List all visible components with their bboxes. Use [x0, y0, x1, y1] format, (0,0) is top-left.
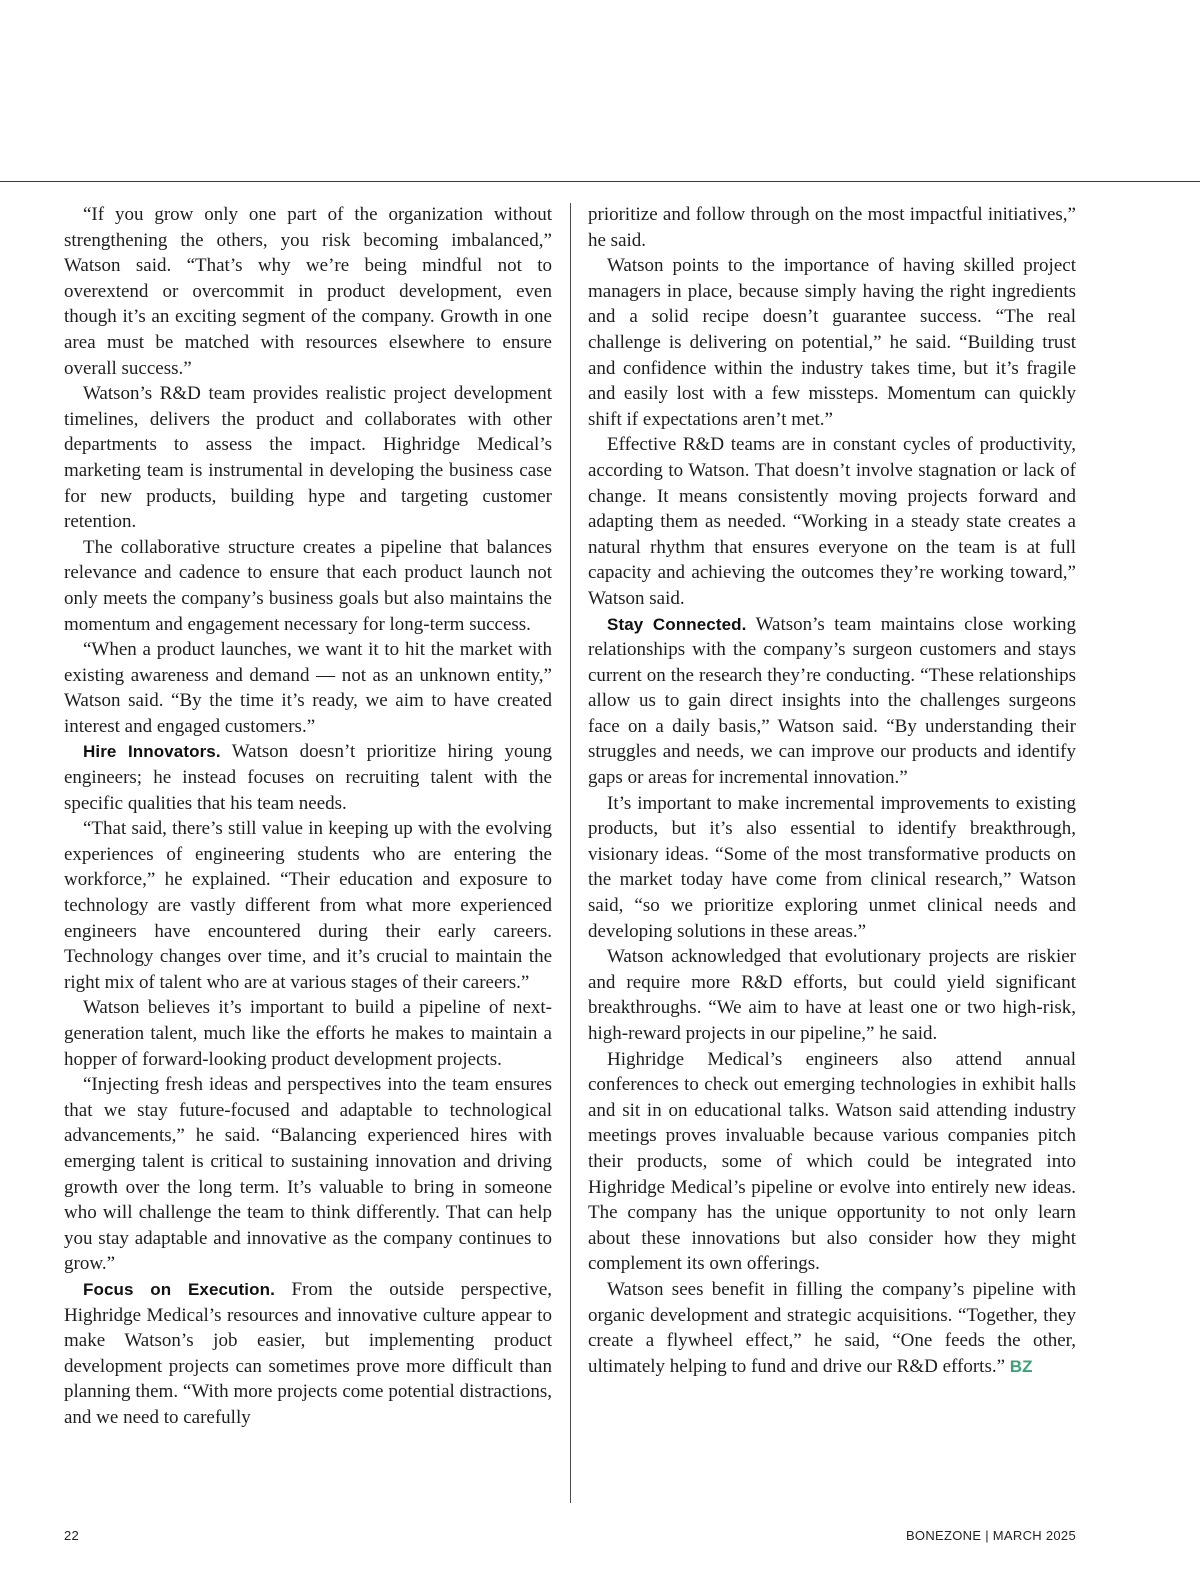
paragraph: The collaborative structure creates a pipeline that balances relevance and cadence to ensure that each product launch not only meets the company’s business goals but also maintains the momentum and engagement necessary for long-term success.: [64, 536, 552, 635]
paragraph: Watson’s R&D team provides realistic project development timelines, delivers the product and collaborates with other departments to assess the impact. Highridge Medical’s marketing team is instrumental in developing the business case for new products, building hype and targeting customer retention.: [64, 383, 552, 533]
paragraph: Watson acknowledged that evolutionary projects are riskier and require more R&D efforts, but could yield significant breakthroughs. “We aim to have at least one or two high-risk, high-reward projects in our pipeline,” he said.: [588, 946, 1076, 1044]
paragraph: Stay Connected. Watson’s team maintains close working relationships with the company’s surgeon customers and stays current on the research they’re conducting. “These relationships allow us to gain direct insights into the challenges surgeons face on a daily basis,” Watson said. “By understanding their struggles and needs, we can improve our products and identify gaps or areas for incremental innovation.”: [588, 613, 1076, 789]
paragraph: Focus on Execution. From the outside perspective, Highridge Medical’s resources and innovative culture appear to make Watson’s job easier, but implementing product development projects can sometimes prove more difficult than planning them. “With more projects come potential distractions, and we need to carefully: [64, 1278, 553, 1428]
publication-footer: BONEZONE | MARCH 2025: [905, 1528, 1076, 1543]
header-rule: [0, 181, 1200, 182]
section-subhead: Stay Connected.: [607, 614, 747, 634]
section-subhead: Hire Innovators.: [83, 742, 221, 762]
section-subhead: Focus on Execution.: [83, 1279, 275, 1299]
article-column-right: [588, 202, 1076, 1379]
end-signature: BZ: [1009, 1356, 1033, 1376]
paragraph: prioritize and follow through on the most impactful initiatives,” he said.: [588, 204, 1076, 251]
paragraph: Watson believes it’s important to build a pipeline of next-generation talent, much like the efforts he makes to maintain a hopper of forward-looking product development projects.: [64, 997, 552, 1070]
paragraph: It’s important to make incremental improvements to existing products, but it’s also essential to identify breakthrough, visionary ideas. “Some of the most transformative products on the market today have come from clinical research,” Watson said, “so we prioritize exploring unmet clinical needs and developing solutions in these areas.”: [588, 792, 1076, 942]
paragraph: “Injecting fresh ideas and perspectives into the team ensures that we stay future-focused and adaptable to technological advancements,” he said. “Balancing experienced hires with emerging talent is critical to sustaining innovation and driving growth over the long term. It’s valuable to bring in someone who will challenge the team to think differently. That can help you stay adaptable and innovative as the company continues to grow.”: [64, 1074, 552, 1275]
paragraph: “When a product launches, we want it to hit the market with existing awareness and demand — not as an unknown entity,” Watson said. “By the time it’s ready, we aim to have created interest and engaged customers.”: [64, 639, 552, 737]
paragraph: Hire Innovators. Watson doesn’t prioritize hiring young engineers; he instead focuses on recruiting talent with the specific qualities that his team needs.: [64, 741, 552, 814]
column-divider: [570, 203, 571, 1503]
paragraph: “That said, there’s still value in keeping up with the evolving experiences of engineering students who are entering the workforce,” he explained. “Their education and exposure to technology are vastly different from what more experienced engineers have encountered during their early careers. Technology changes over time, and it’s crucial to maintain the right mix of talent who are at various stages of their careers.”: [64, 818, 552, 993]
article-column-left: [64, 202, 552, 1431]
paragraph: Highridge Medical’s engineers also attend annual conferences to check out emerging technologies in exhibit halls and sit in on educational talks. Watson said attending industry meetings proves invaluable because various companies pitch their products, some of which could be integrated into Highridge Medical’s pipeline or evolve into entirely new ideas. The company has the unique opportunity to not only learn about these innovations but also consider how they might complement its own offerings.: [588, 1048, 1076, 1275]
page-number: 22: [64, 1528, 80, 1543]
paragraph: Watson points to the importance of having skilled project managers in place, because simply having the right ingredients and a solid recipe doesn’t guarantee success. “The real challenge is delivering on potential,” he said. “Building trust and confidence within the industry takes time, but it’s fragile and easily lost with a few missteps. Momentum can quickly shift if expectations aren’t met.”: [588, 255, 1076, 430]
paragraph: “If you grow only one part of the organization without strengthening the others, you risk becoming imbalanced,” Watson said. “That’s why we’re being mindful not to overextend or overcommit in product development, even though it’s an exciting segment of the company. Growth in one area must be matched with resources elsewhere to ensure overall success.”: [64, 204, 552, 379]
paragraph: Effective R&D teams are in constant cycles of productivity, according to Watson. That doesn’t involve stagnation or lack of change. It means consistently moving projects forward and adapting them as needed. “Working in a steady state creates a natural rhythm that ensures everyone on the team is at full capacity and achieving the outcomes they’re working toward,” Watson said.: [588, 434, 1076, 609]
paragraph: Watson sees benefit in filling the company’s pipeline with organic development and strategic acquisitions. “Together, they create a flywheel effect,” he said, “One feeds the other, ultimately helping to fund and drive our R&D efforts.” BZ: [588, 1278, 1076, 1377]
